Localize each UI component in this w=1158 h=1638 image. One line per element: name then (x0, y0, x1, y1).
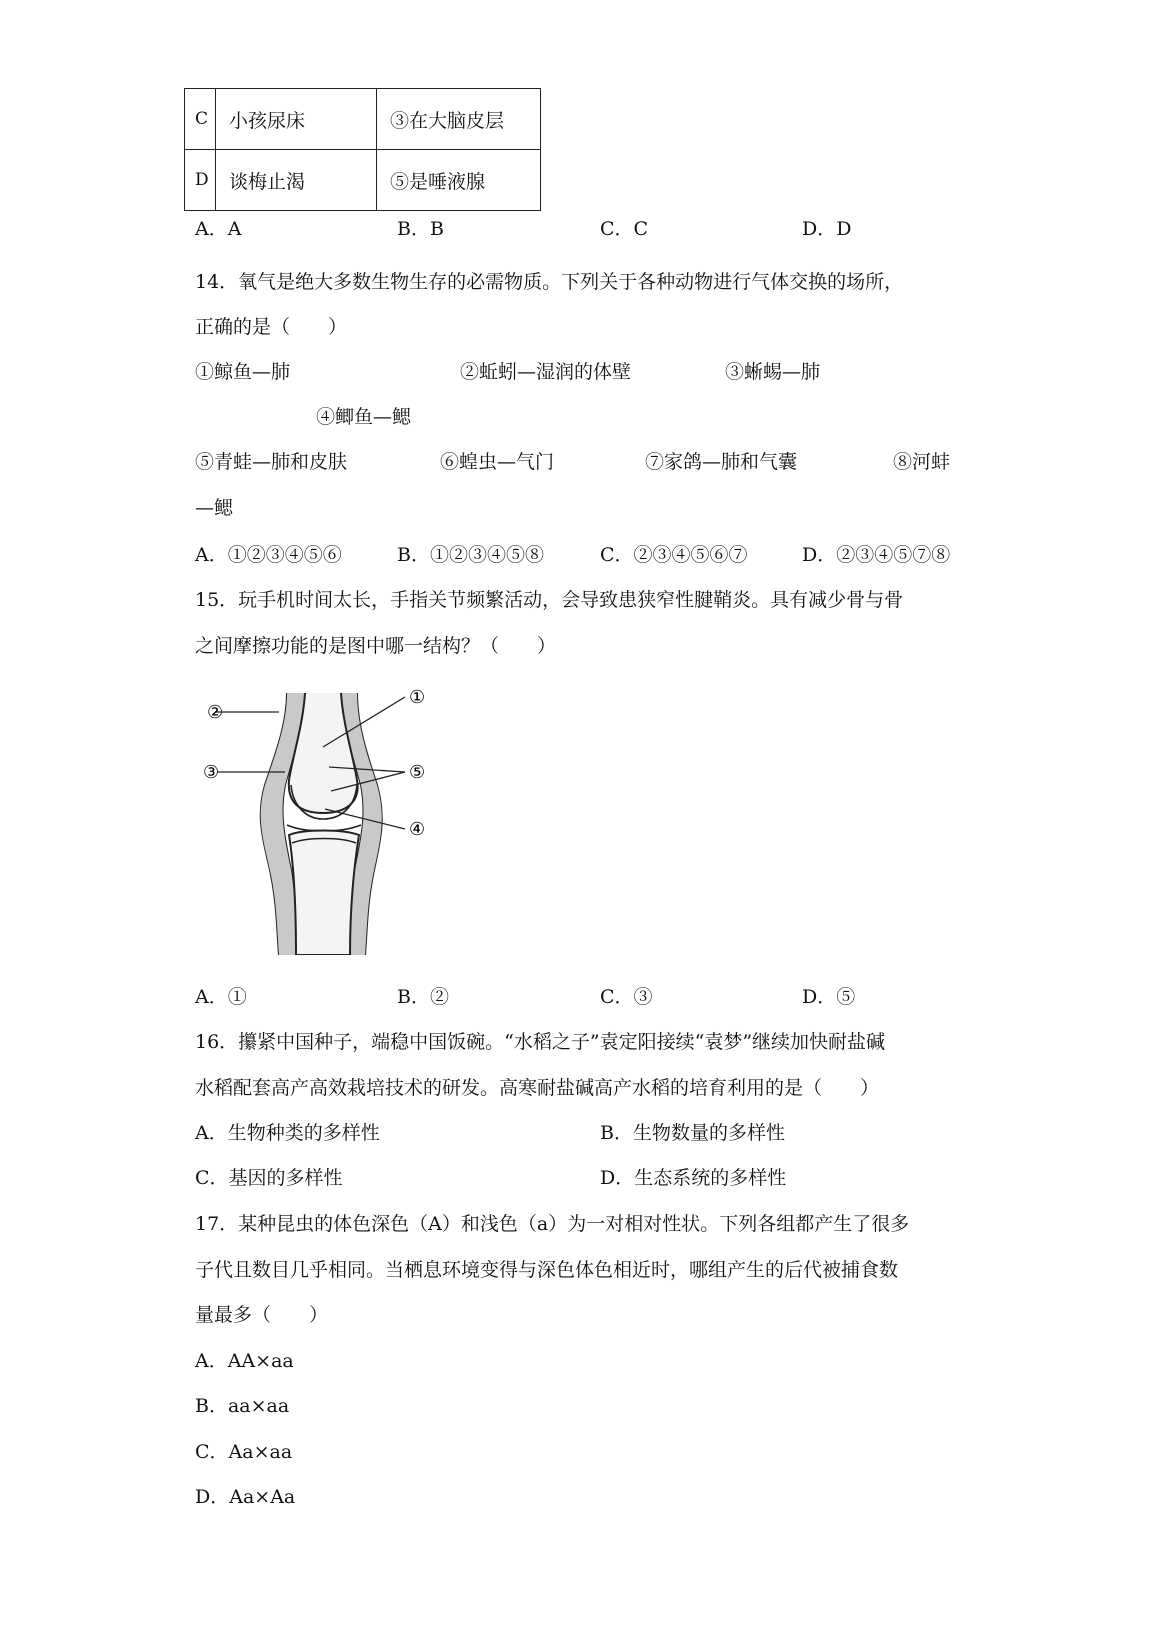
q16-stem-line2: 水稻配套高产高效栽培技术的研发。高寒耐盐碱高产水稻的培育利用的是（ ） (195, 1077, 880, 1099)
table-cell-example: 小孩尿床 (216, 89, 377, 150)
q16-option-b[interactable]: B．生物数量的多样性 (600, 1122, 785, 1144)
q14-stem-line2: 正确的是（ ） (195, 316, 348, 338)
q14-option-a[interactable]: A．①②③④⑤⑥ (195, 544, 342, 566)
q17-option-a[interactable]: A．AA×aa (195, 1350, 294, 1372)
joint-label-5: ⑤ (409, 762, 426, 783)
table-cell-note: ⑤是唾液腺 (377, 150, 541, 211)
q14-stem-line1: 14．氧气是绝大多数生物生存的必需物质。下列关于各种动物进行气体交换的场所， (195, 271, 904, 293)
joint-label-3: ③ (203, 762, 220, 783)
q13-table (184, 88, 541, 211)
q14-item-7: ⑦家鸽—肺和气囊 (645, 451, 798, 473)
table-cell-note: ③在大脑皮层 (377, 89, 541, 150)
q14-item-5: ⑤青蛙—肺和皮肤 (195, 451, 348, 473)
q15-option-d[interactable]: D．⑤ (802, 986, 856, 1008)
table-row (185, 150, 541, 211)
q13-option-d[interactable]: D．D (802, 218, 852, 240)
joint-label-2: ② (207, 702, 224, 723)
q17-option-c[interactable]: C．Aa×aa (195, 1441, 293, 1463)
q17-stem-line2: 子代且数目几乎相同。当栖息环境变得与深色体色相近时，哪组产生的后代被捕食数 (195, 1259, 899, 1281)
joint-label-1: ① (409, 687, 426, 708)
table-row (185, 89, 541, 150)
q13-option-b[interactable]: B．B (397, 218, 444, 240)
q14-item-3: ③蜥蜴—肺 (725, 361, 821, 383)
q17-stem-line3: 量最多（ ） (195, 1304, 329, 1326)
q16-option-a[interactable]: A．生物种类的多样性 (195, 1122, 380, 1144)
joint-diagram (195, 685, 455, 959)
q15-stem-line1: 15．玩手机时间太长，手指关节频繁活动，会导致患狭窄性腱鞘炎。具有减少骨与骨 (195, 589, 904, 611)
q14-item-8: ⑧河蚌 (893, 451, 951, 473)
q14-item-6: ⑥蝗虫—气门 (440, 451, 555, 473)
q14-item-2: ②蚯蚓—湿润的体壁 (460, 361, 632, 383)
q14-option-d[interactable]: D．②③④⑤⑦⑧ (802, 544, 951, 566)
q14-option-b[interactable]: B．①②③④⑤⑧ (397, 544, 544, 566)
q17-stem-line1: 17．某种昆虫的体色深色（A）和浅色（a）为一对相对性状。下列各组都产生了很多 (195, 1213, 910, 1235)
q14-option-c[interactable]: C．②③④⑤⑥⑦ (600, 544, 748, 566)
q14-item-1: ①鲸鱼—肺 (195, 361, 291, 383)
q15-stem-line2: 之间摩擦功能的是图中哪一结构？（ ） (195, 635, 557, 657)
q17-option-b[interactable]: B．aa×aa (195, 1395, 290, 1417)
q16-stem-line1: 16．攥紧中国种子，端稳中国饭碗。“水稻之子”袁定阳接续“袁梦”继续加快耐盐碱 (195, 1031, 886, 1053)
q14-item-8-cont: —鳃 (195, 497, 234, 519)
q15-option-b[interactable]: B．② (397, 986, 449, 1008)
q13-option-a[interactable]: A．A (195, 218, 242, 240)
table-cell-example: 谈梅止渴 (216, 150, 377, 211)
table-cell-letter: C (185, 89, 216, 150)
q15-option-c[interactable]: C．③ (600, 986, 653, 1008)
table-cell-letter: D (185, 150, 216, 211)
q13-option-c[interactable]: C．C (600, 218, 649, 240)
q17-option-d[interactable]: D．Aa×Aa (195, 1486, 296, 1508)
q16-option-d[interactable]: D．生态系统的多样性 (600, 1167, 787, 1189)
q16-option-c[interactable]: C．基因的多样性 (195, 1167, 343, 1189)
q15-option-a[interactable]: A．① (195, 986, 247, 1008)
joint-diagram-svg (195, 685, 455, 955)
q14-item-4: ④鲫鱼—鳃 (316, 406, 412, 428)
joint-label-4: ④ (409, 819, 426, 840)
